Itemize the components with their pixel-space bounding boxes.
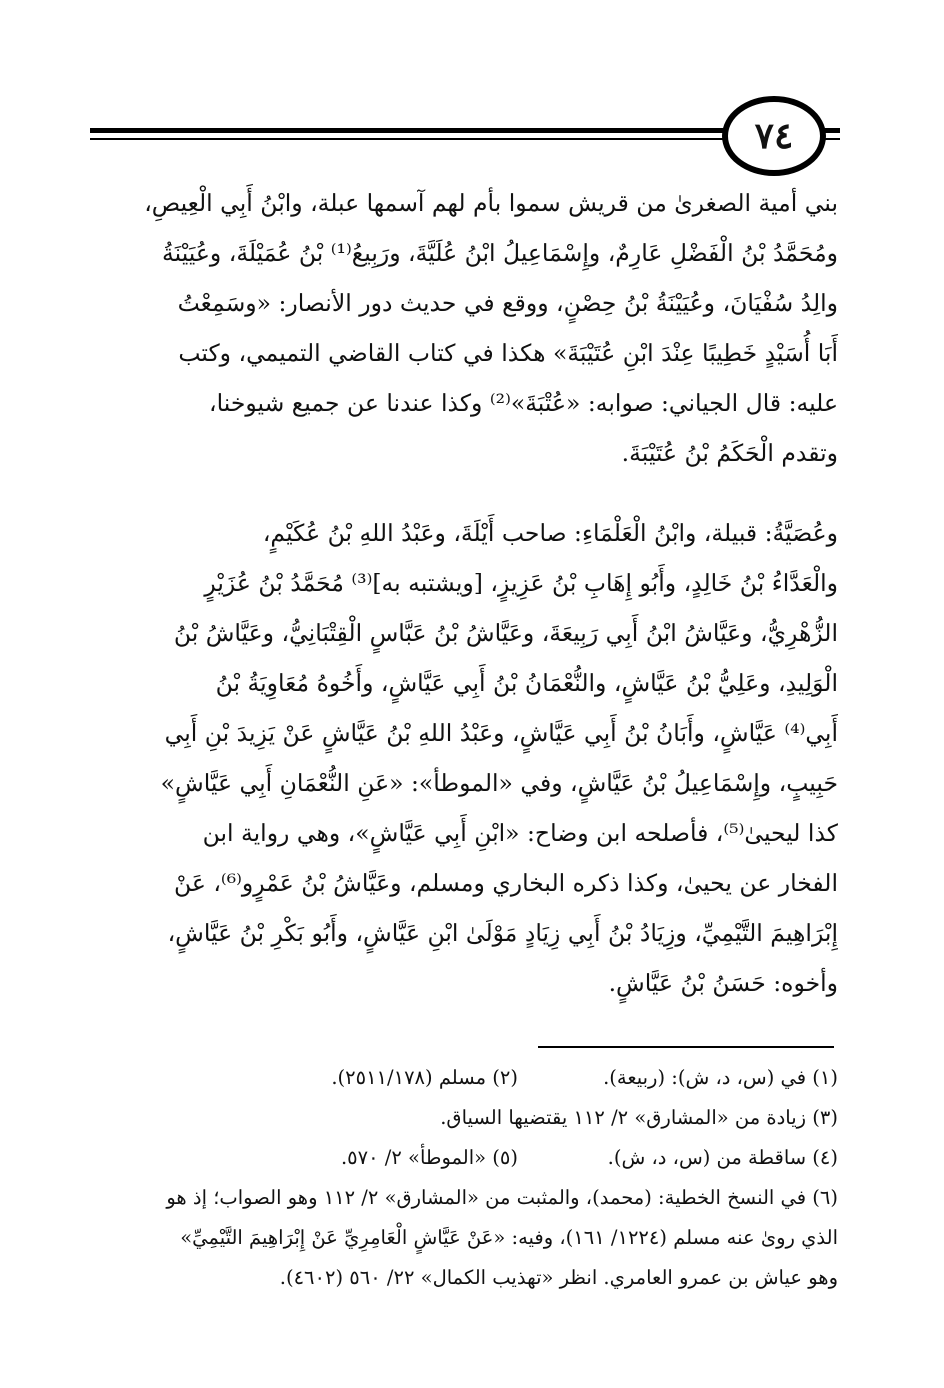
text-line: الفخار عن يحيىٰ، وكذا ذكره البخاري ومسلم، وعَيَّاشُ بْنُ عَمْرٍو⁽⁶⁾، عَنْ (173, 869, 838, 897)
text-line: ومُحَمَّدُ بْنُ الْفَضْلِ عَارِمٌ، وإِسْمَاعِيلُ ابْنُ عُلَيَّةَ، ورَبِيعُ⁽¹⁾ بْنُ عُمَيْلَةَ، وعُيَيْنَةُ (162, 239, 838, 267)
footnotes (92, 1058, 838, 1298)
text-line: بني أمية الصغرىٰ من قريش سموا بأم لهم آسمها عبلة، وابْنُ أَبِي الْعِيصِ، (144, 189, 838, 217)
footnote-row (92, 1138, 838, 1178)
text-line: حَبِيبٍ، وإِسْمَاعِيلُ بْنُ عَيَّاشٍ، وفي «الموطأ»: «عَنِ النُّعْمَانِ أَبِي عَيَّاشٍ» (160, 769, 838, 797)
header-rule-left (90, 128, 730, 133)
text-line: عليه: قال الجياني: صوابه: «عُتْبَةَ»⁽²⁾ وكذا عندنا عن جميع شيوخنا، (209, 389, 838, 417)
text-line: إِبْرَاهِيمَ التَّيْمِيِّ، وزِيَادُ بْنُ أَبِي زِيَادٍ مَوْلَىٰ ابْنِ عَيَّاشٍ، وأَبُو بَكْرِ بْنُ عَيَّاشٍ، (167, 919, 838, 947)
footnote-row (92, 1098, 838, 1138)
text-line: وعُصَيَّةُ: قبيلة، وابْنُ الْعَلْمَاءِ: صاحب أَيْلَةَ، وعَبْدُ اللهِ بْنُ عُكَيْمٍ، (262, 519, 838, 547)
text-line: والْعَدَّاءُ بْنُ خَالِدٍ، وأَبُو إِهَابِ بْنُ عَزِيزٍ، [ويشتبه به]⁽³⁾ مُحَمَّدُ بْنُ عُزَيْرٍ (204, 569, 838, 597)
page-number: ٧٤ (722, 96, 826, 176)
footnote-6-line: الذي روىٰ عنه مسلم (١٢٢٤/ ١٦١)، وفيه: «عَنْ عَيَّاشٍ الْعَامِرِيِّ عَنْ إِبْرَاهِيمَ التَّيْمِيِّ» (180, 1226, 838, 1249)
main-text (92, 178, 838, 1008)
text-line: الزُّهْرِيُّ، وعَيَّاشُ ابْنُ أَبِي رَبِيعَةَ، وعَيَّاشُ بْنُ عَبَّاسٍ الْقِتْبَانِيُّ، وعَيَّاشُ بْنُ (173, 619, 838, 647)
footnote-3: (٣) زيادة من «المشارق» ٢/ ١١٢ يقتضيها السياق. (440, 1106, 838, 1129)
footnote-2: (٢) مسلم (٢٥١١/١٧٨). (331, 1066, 518, 1089)
footnote-row (92, 1058, 838, 1098)
footnote-6-line: (٦) في النسخ الخطية: (محمد)، والمثبت من «المشارق» ٢/ ١١٢ وهو الصواب؛ إذ هو (166, 1186, 838, 1209)
text-line: أَبَا أُسَيْدٍ خَطِيبًا عِنْدَ ابْنِ عُتَيْبَةَ» هكذا في كتاب القاضي التميمي، وكتب (178, 339, 838, 367)
footnote-1: (١) في (س، د، ش): (ربيعة). (603, 1066, 838, 1089)
header-rule-left-thin (90, 138, 730, 140)
footnote-4: (٤) ساقطة من (س، د، ش). (607, 1146, 838, 1169)
text-line: كذا ليحيىٰ⁽⁵⁾، فأصلحه ابن وضاح: «ابْنِ أَبِي عَيَّاشٍ»، وهي رواية ابن (202, 819, 838, 847)
text-line: وتقدم الْحَكَمُ بْنُ عُتَيْبَةَ. (621, 439, 838, 467)
footnote-6 (92, 1178, 838, 1298)
footnote-6-line: وهو عياش بن عمرو العامري. انظر «تهذيب الكمال» ٢٢/ ٥٦٠ (٤٦٠٢). (279, 1266, 838, 1289)
footnote-5: (٥) «الموطأ» ٢/ ٥٧٠. (340, 1146, 518, 1169)
page-header (90, 96, 840, 176)
text-line: وأخوه: حَسَنُ بْنُ عَيَّاشٍ. (608, 969, 838, 997)
text-line: والِدُ سُفْيَانَ، وعُيَيْنَةُ بْنُ حِصْنٍ، ووقع في حديث دور الأنصار: «وسَمِعْتُ (177, 289, 838, 317)
footnote-separator (538, 1046, 834, 1048)
text-line: أَبِي⁽⁴⁾ عَيَّاشٍ، وأَبَانُ بْنُ أَبِي عَيَّاشٍ، وعَبْدُ اللهِ بْنُ عَيَّاشٍ عَنْ يَزِيدَ بْنِ أَبِي (164, 719, 838, 747)
text-line: الْوَلِيدِ، وعَلِيُّ بْنُ عَيَّاشٍ، والنُّعْمَانُ بْنُ أَبِي عَيَّاشٍ، وأَخُوهُ مُعَاوِيَةُ بْنُ (215, 669, 838, 697)
